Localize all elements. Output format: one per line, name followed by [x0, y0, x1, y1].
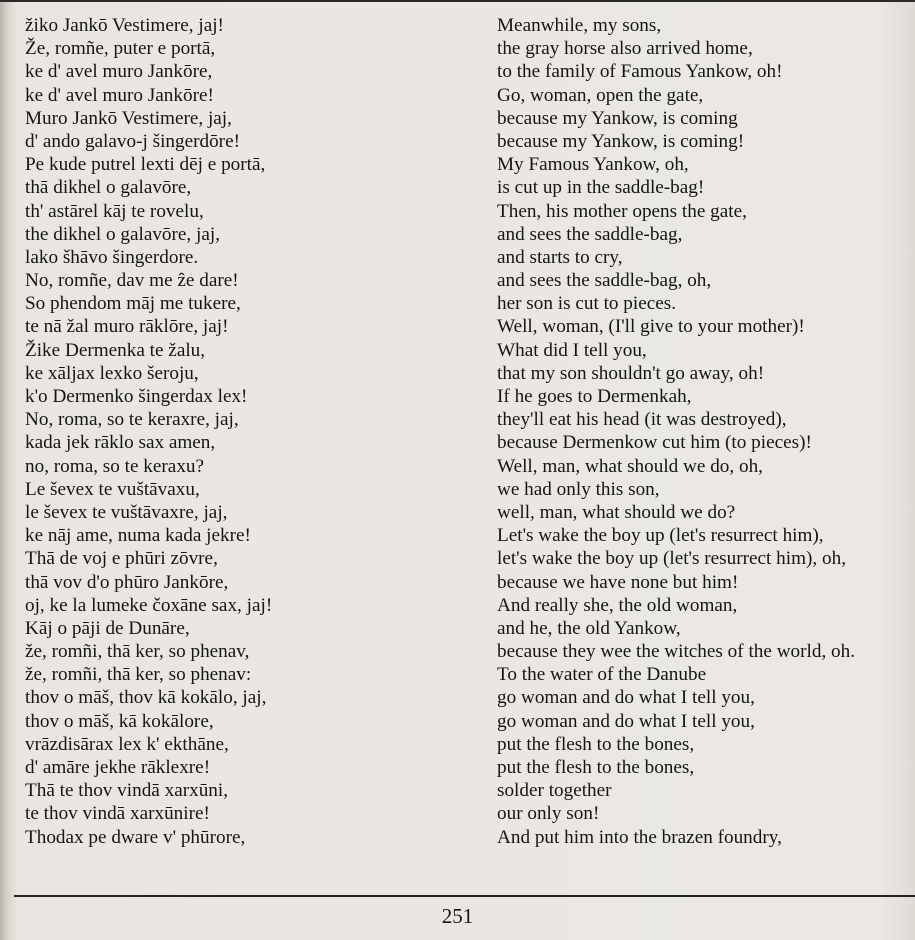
verse-line: and he, the old Yankow,	[497, 617, 681, 639]
verse-line: My Famous Yankow, oh,	[497, 154, 689, 176]
verse-line: thov o māš, kā kokālore,	[25, 710, 214, 732]
verse-line: kada jek rāklo sax amen,	[25, 432, 216, 454]
verse-line: What did I tell you,	[497, 339, 647, 361]
verse-line: No, romñe, dav me ẑe dare!	[25, 270, 239, 292]
verse-line: well, man, what should we do?	[497, 501, 736, 523]
verse-line: put the flesh to the bones,	[497, 757, 695, 778]
verse-line: Thodax pe dware v' phūrore,	[25, 826, 246, 848]
verse-line: and sees the saddle-bag, oh,	[497, 270, 712, 292]
verse-line: no, roma, so te keraxu?	[25, 455, 205, 477]
verse-line: because Dermenkow cut him (to pieces)!	[497, 432, 812, 454]
verse-line: th' astārel kāj te rovelu,	[25, 200, 204, 222]
verse-line: they'll eat his head (it was destroyed),	[497, 409, 787, 431]
verse-line: we had only this son,	[497, 478, 660, 500]
verse-line: k'o Dermenko šingerdax lex!	[25, 386, 248, 407]
verse-line: le ševex te vuštāvaxre, jaj,	[25, 501, 228, 523]
verse-line: že, romñi, thā ker, so phenav:	[25, 664, 252, 686]
verse-line: oj, ke la lumeke čoxāne sax, jaj!	[25, 594, 273, 616]
top-rule	[0, 0, 915, 2]
verse-line: our only son!	[497, 803, 600, 825]
verse-line: And really she, the old woman,	[497, 594, 738, 616]
verse-line: ke d' avel muro Jankōre,	[25, 61, 213, 83]
verse-line: that my son shouldn't go away, oh!	[497, 362, 765, 384]
verse-line: go woman and do what I tell you,	[497, 687, 755, 709]
verse-line: Thā de voj e phūri zōvre,	[25, 548, 218, 570]
verse-line: lako šhāvo šingerdore.	[25, 246, 199, 268]
verse-line: Then, his mother opens the gate,	[497, 200, 747, 222]
verse-line: Kāj o pāji de Dunāre,	[25, 617, 190, 639]
verse-line: because we have none but him!	[497, 571, 739, 593]
verse-line: To the water of the Danube	[497, 664, 707, 686]
verse-line: go woman and do what I tell you,	[497, 710, 755, 732]
verse-line: solder together	[497, 780, 612, 802]
verse-line: Le ševex te vuštāvaxu,	[25, 478, 200, 500]
verse-line: d' ando galavo-j šingerdōre!	[25, 130, 240, 152]
verse-line: let's wake the boy up (let's resurrect him), oh,	[497, 548, 846, 570]
verse-line: ke xāljax lexko šeroju,	[25, 362, 199, 384]
verse-line: thā vov d'o phūro Jankōre,	[25, 571, 229, 593]
verse-line: No, roma, so te keraxre, jaj,	[25, 409, 239, 431]
verse-line: Go, woman, open the gate,	[497, 84, 704, 106]
verse-line: because my Yankow, is coming!	[497, 130, 745, 152]
english-translation-column	[497, 14, 855, 849]
verse-line: If he goes to Dermenkah,	[497, 386, 692, 407]
verse-line: vrāzdisārax lex k' ekthāne,	[25, 733, 229, 755]
romani-text-column	[25, 14, 272, 849]
verse-line: žiko Jankō Vestimere, jaj!	[25, 15, 224, 36]
verse-line: because they wee the witches of the world, oh.	[497, 641, 856, 663]
verse-line: and sees the saddle-bag,	[497, 223, 683, 245]
verse-line: is cut up in the saddle-bag!	[497, 177, 705, 199]
verse-line: thā dikhel o galavōre,	[25, 177, 192, 199]
verse-line: Well, man, what should we do, oh,	[497, 455, 763, 477]
verse-line: Meanwhile, my sons,	[497, 15, 662, 36]
verse-line: Thā te thov vindā xarxūni,	[25, 780, 229, 802]
verse-line: že, romñi, thā ker, so phenav,	[25, 641, 250, 663]
verse-line: to the family of Famous Yankow, oh!	[497, 61, 783, 83]
verse-line: d' amāre jekhe rāklexre!	[25, 757, 211, 778]
verse-line: te nā žal muro rāklōre, jaj!	[25, 316, 229, 338]
verse-line: Pe kude putrel lexti dēj e portā,	[25, 154, 266, 176]
verse-line: Let's wake the boy up (let's resurrect him),	[497, 525, 824, 547]
verse-line: the dikhel o galavōre, jaj,	[25, 223, 221, 245]
verse-line: And put him into the brazen foundry,	[497, 826, 782, 848]
verse-line: Well, woman, (I'll give to your mother)!	[497, 316, 805, 338]
verse-line: Že, romñe, puter e portā,	[25, 38, 216, 60]
verse-line: ke d' avel muro Jankōre!	[25, 84, 214, 106]
verse-line: So phendom māj me tukere,	[25, 293, 241, 315]
verse-line: and starts to cry,	[497, 246, 623, 268]
bottom-rule	[14, 895, 915, 897]
verse-line: thov o māš, thov kā kokālo, jaj,	[25, 687, 267, 709]
verse-line: put the flesh to the bones,	[497, 733, 695, 755]
verse-line: because my Yankow, is coming	[497, 107, 738, 129]
verse-line: Muro Jankō Vestimere, jaj,	[25, 107, 232, 129]
verse-line: her son is cut to pieces.	[497, 293, 677, 315]
verse-line: ke nāj ame, numa kada jekre!	[25, 525, 251, 547]
page-number: 251	[441, 904, 474, 928]
verse-line: Žike Dermenka te žalu,	[25, 339, 206, 361]
verse-line: the gray horse also arrived home,	[497, 38, 753, 60]
verse-line: te thov vindā xarxūnire!	[25, 803, 210, 825]
